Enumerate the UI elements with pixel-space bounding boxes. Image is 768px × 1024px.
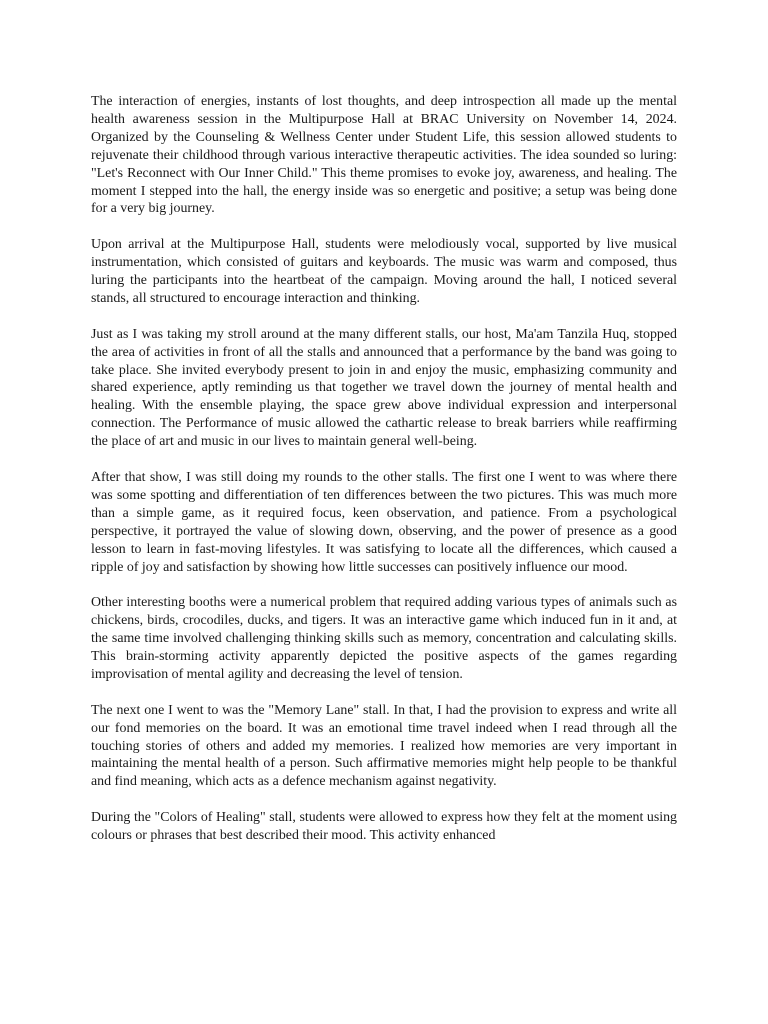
paragraph-memory-lane: The next one I went to was the "Memory Lane" stall. In that, I had the provision to express and write all our fond memories on the board. It was an emotional time travel indeed when I read through all the touching stories of others and added my memories. I realized how memories are very important in maintaining the mental health of a person. Such affirmative memories might help people to be thankful and find meaning, which acts as a defence mechanism against negativity.	[91, 702, 677, 790]
article-body	[91, 93, 677, 863]
paragraph-numerical-booth: Other interesting booths were a numerical problem that required adding various types of animals such as chickens, birds, crocodiles, ducks, and tigers. It was an interactive game which induced fun in it and, at the same time involved challenging thinking skills such as memory, concentration and calculating skills. This brain-storming activity apparently depicted the positive aspects of the games regarding improvisation of mental agility and decreasing the level of tension.	[91, 595, 677, 682]
paragraph-band-performance: Just as I was taking my stroll around at the many different stalls, our host, Ma'am Tanzila Huq, stopped the area of activities in front of all the stalls and announced that a performance by the band was going to take place. She invited everybody present to join in and enjoy the music, emphasizing community and shared experience, aptly reminding us that together we travel down the journey of mental health and healing. With the ensemble playing, the space grew above individual expression and interpersonal connection. The Performance of music allowed the cathartic release to break barriers while reaffirming the place of art and music in our lives to maintain general well-being.	[91, 326, 677, 450]
paragraph-colors-of-healing: During the "Colors of Healing" stall, students were allowed to express how they felt at the moment using colours or phrases that best described their mood. This activity enhanced	[91, 810, 677, 844]
paragraph-arrival: Upon arrival at the Multipurpose Hall, students were melodiously vocal, supported by live musical instrumentation, which consisted of guitars and keyboards. The music was warm and composed, thus luring the participants into the heartbeat of the campaign. Moving around the hall, I noticed several stands, all structured to encourage interaction and thinking.	[91, 237, 677, 306]
paragraph-intro: The interaction of energies, instants of lost thoughts, and deep introspection all made up the mental health awareness session in the Multipurpose Hall at BRAC University on November 14, 2024. Organized by the Counseling & Wellness Center under Student Life, this session allowed students to rejuvenate their childhood through various interactive therapeutic activities. The idea sounded so luring: "Let's Reconnect with Our Inner Child." This theme promises to evoke joy, awareness, and healing. The moment I stepped into the hall, the energy inside was so energetic and positive; a setup was being done for a very big journey.	[91, 94, 677, 217]
paragraph-spot-differences: After that show, I was still doing my rounds to the other stalls. The first one I went to was where there was some spotting and differentiation of ten differences between the two pictures. This was much more than a simple game, as it required focus, keen observation, and patience. From a psychological perspective, it portrayed the value of slowing down, observing, and the power of presence as a good lesson to learn in fast-moving lifestyles. It was satisfying to locate all the differences, which caused a ripple of joy and satisfaction by showing how little successes can positively influence our mood.	[91, 469, 677, 575]
